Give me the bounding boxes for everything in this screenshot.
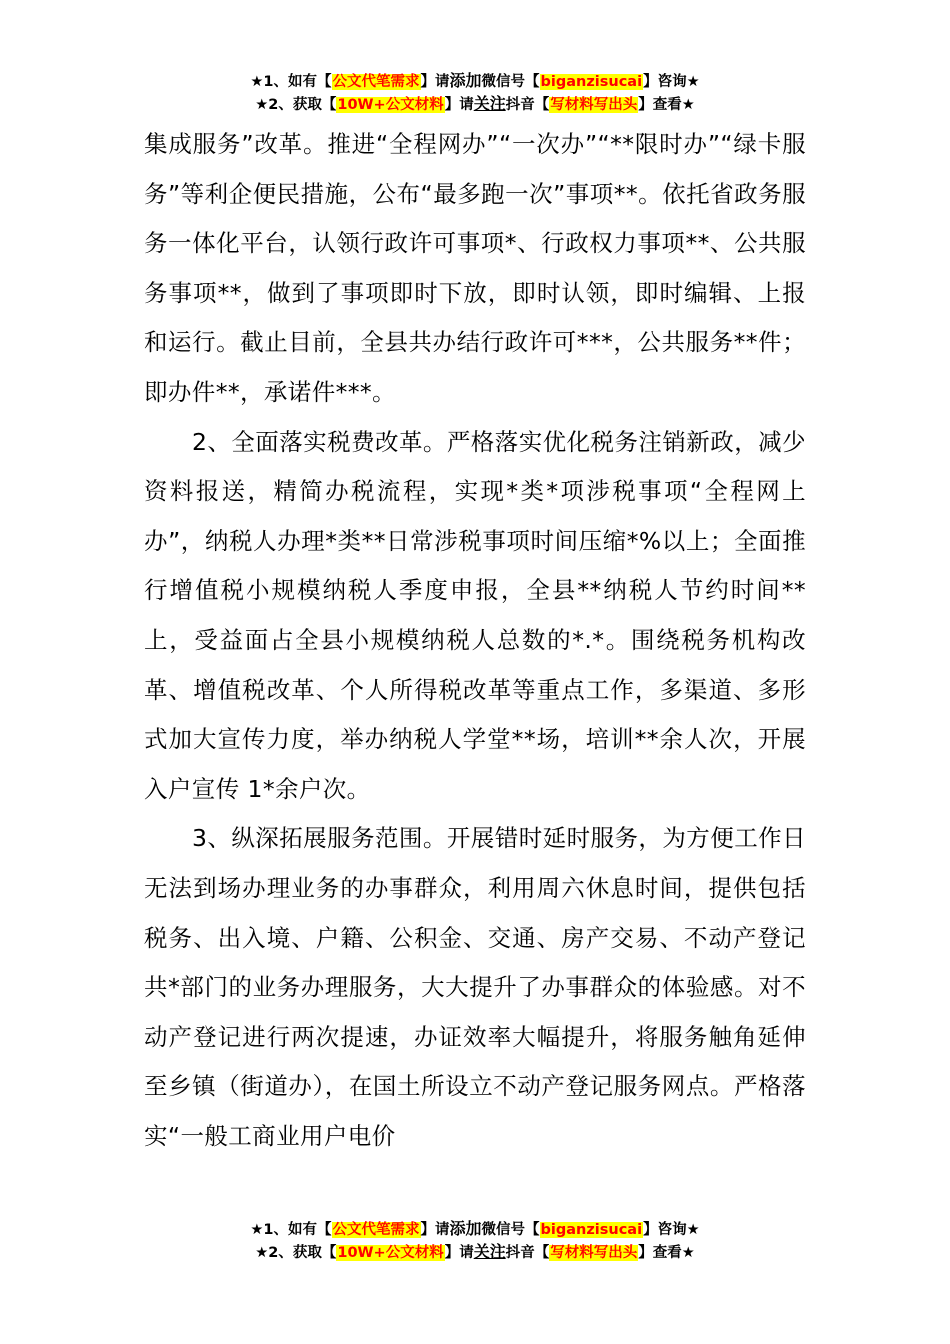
banner-line-1 xyxy=(0,70,950,93)
highlight-materials: 10W+公文材料 xyxy=(337,97,444,113)
banner-text: ★2、获取【 xyxy=(255,1245,337,1261)
banner-text: 】请 xyxy=(444,97,474,113)
banner-text: 】查看★ xyxy=(638,97,695,113)
banner-text: 】请 xyxy=(420,1222,450,1238)
footer-banner xyxy=(0,1218,950,1264)
banner-text: 抖音【 xyxy=(505,1245,550,1261)
banner-line-2 xyxy=(0,93,950,116)
highlight-wechat-id: biganzisucai xyxy=(540,1222,643,1238)
banner-line-2 xyxy=(0,1241,950,1264)
banner-emphasis: 添加 xyxy=(449,71,482,90)
highlight-douyin-id: 写材料写出头 xyxy=(550,97,638,113)
banner-text: 微信号【 xyxy=(481,74,540,90)
banner-text: 】请 xyxy=(444,1245,474,1261)
banner-text: 】查看★ xyxy=(638,1245,695,1261)
banner-text: 微信号【 xyxy=(481,1222,540,1238)
highlight-douyin-id: 写材料写出头 xyxy=(550,1245,638,1261)
banner-text: 】请 xyxy=(420,74,450,90)
banner-emphasis: 关注 xyxy=(473,94,506,113)
body-paragraph-1: 集成服务”改革。推进“全程网办”“一次办”“**限时办”“绿卡服务”等利企便民措施，公布“最多跑一次”事项**。依托省政务服务一体化平台，认领行政许可事项*、行政权力事项**、公共服务事项**，做到了事项即时下放，即时认领，即时编辑、上报和运行。截止目前，全县共办结行政许可***，公共服务**件；即办件**，承诺件***。 xyxy=(144,130,806,406)
body-paragraph-3: 3、纵深拓展服务范围。开展错时延时服务，为方便工作日无法到场办理业务的办事群众，利用周六休息时间，提供包括税务、出入境、户籍、公积金、交通、房产交易、不动产登记共*部门的业务办理服务，大大提升了办事群众的体验感。对不动产登记进行两次提速，办证效率大幅提升，将服务触角延伸至乡镇（街道办），在国土所设立不动产登记服务网点。严格落实“一般工商业用户电价 xyxy=(144,824,806,1150)
header-banner xyxy=(0,70,950,116)
highlight-wechat-id: biganzisucai xyxy=(540,74,643,90)
banner-emphasis: 关注 xyxy=(473,1242,506,1261)
highlight-ghostwriting: 公文代笔需求 xyxy=(332,74,420,90)
body-paragraph-2: 2、全面落实税费改革。严格落实优化税务注销新政，减少资料报送，精简办税流程，实现*类*项涉税事项“全程网上办”，纳税人办理*类**日常涉税事项时间压缩*%以上；全面推行增值税小规模纳税人季度申报，全县**纳税人节约时间**上，受益面占全县小规模纳税人总数的*.*。围绕税务机构改革、增值税改革、个人所得税改革等重点工作，多渠道、多形式加大宣传力度，举办纳税人学堂**场，培训**余人次，开展入户宣传 1*余户次。 xyxy=(144,427,806,803)
banner-emphasis: 添加 xyxy=(449,1219,482,1238)
banner-text: 】咨询★ xyxy=(643,74,700,90)
highlight-ghostwriting: 公文代笔需求 xyxy=(332,1222,420,1238)
banner-text: ★2、获取【 xyxy=(255,97,337,113)
banner-text: 】咨询★ xyxy=(643,1222,700,1238)
document-body xyxy=(144,120,806,1161)
banner-text: ★1、如有【 xyxy=(250,74,332,90)
banner-line-1 xyxy=(0,1218,950,1241)
banner-text: 抖音【 xyxy=(505,97,550,113)
highlight-materials: 10W+公文材料 xyxy=(337,1245,444,1261)
banner-text: ★1、如有【 xyxy=(250,1222,332,1238)
